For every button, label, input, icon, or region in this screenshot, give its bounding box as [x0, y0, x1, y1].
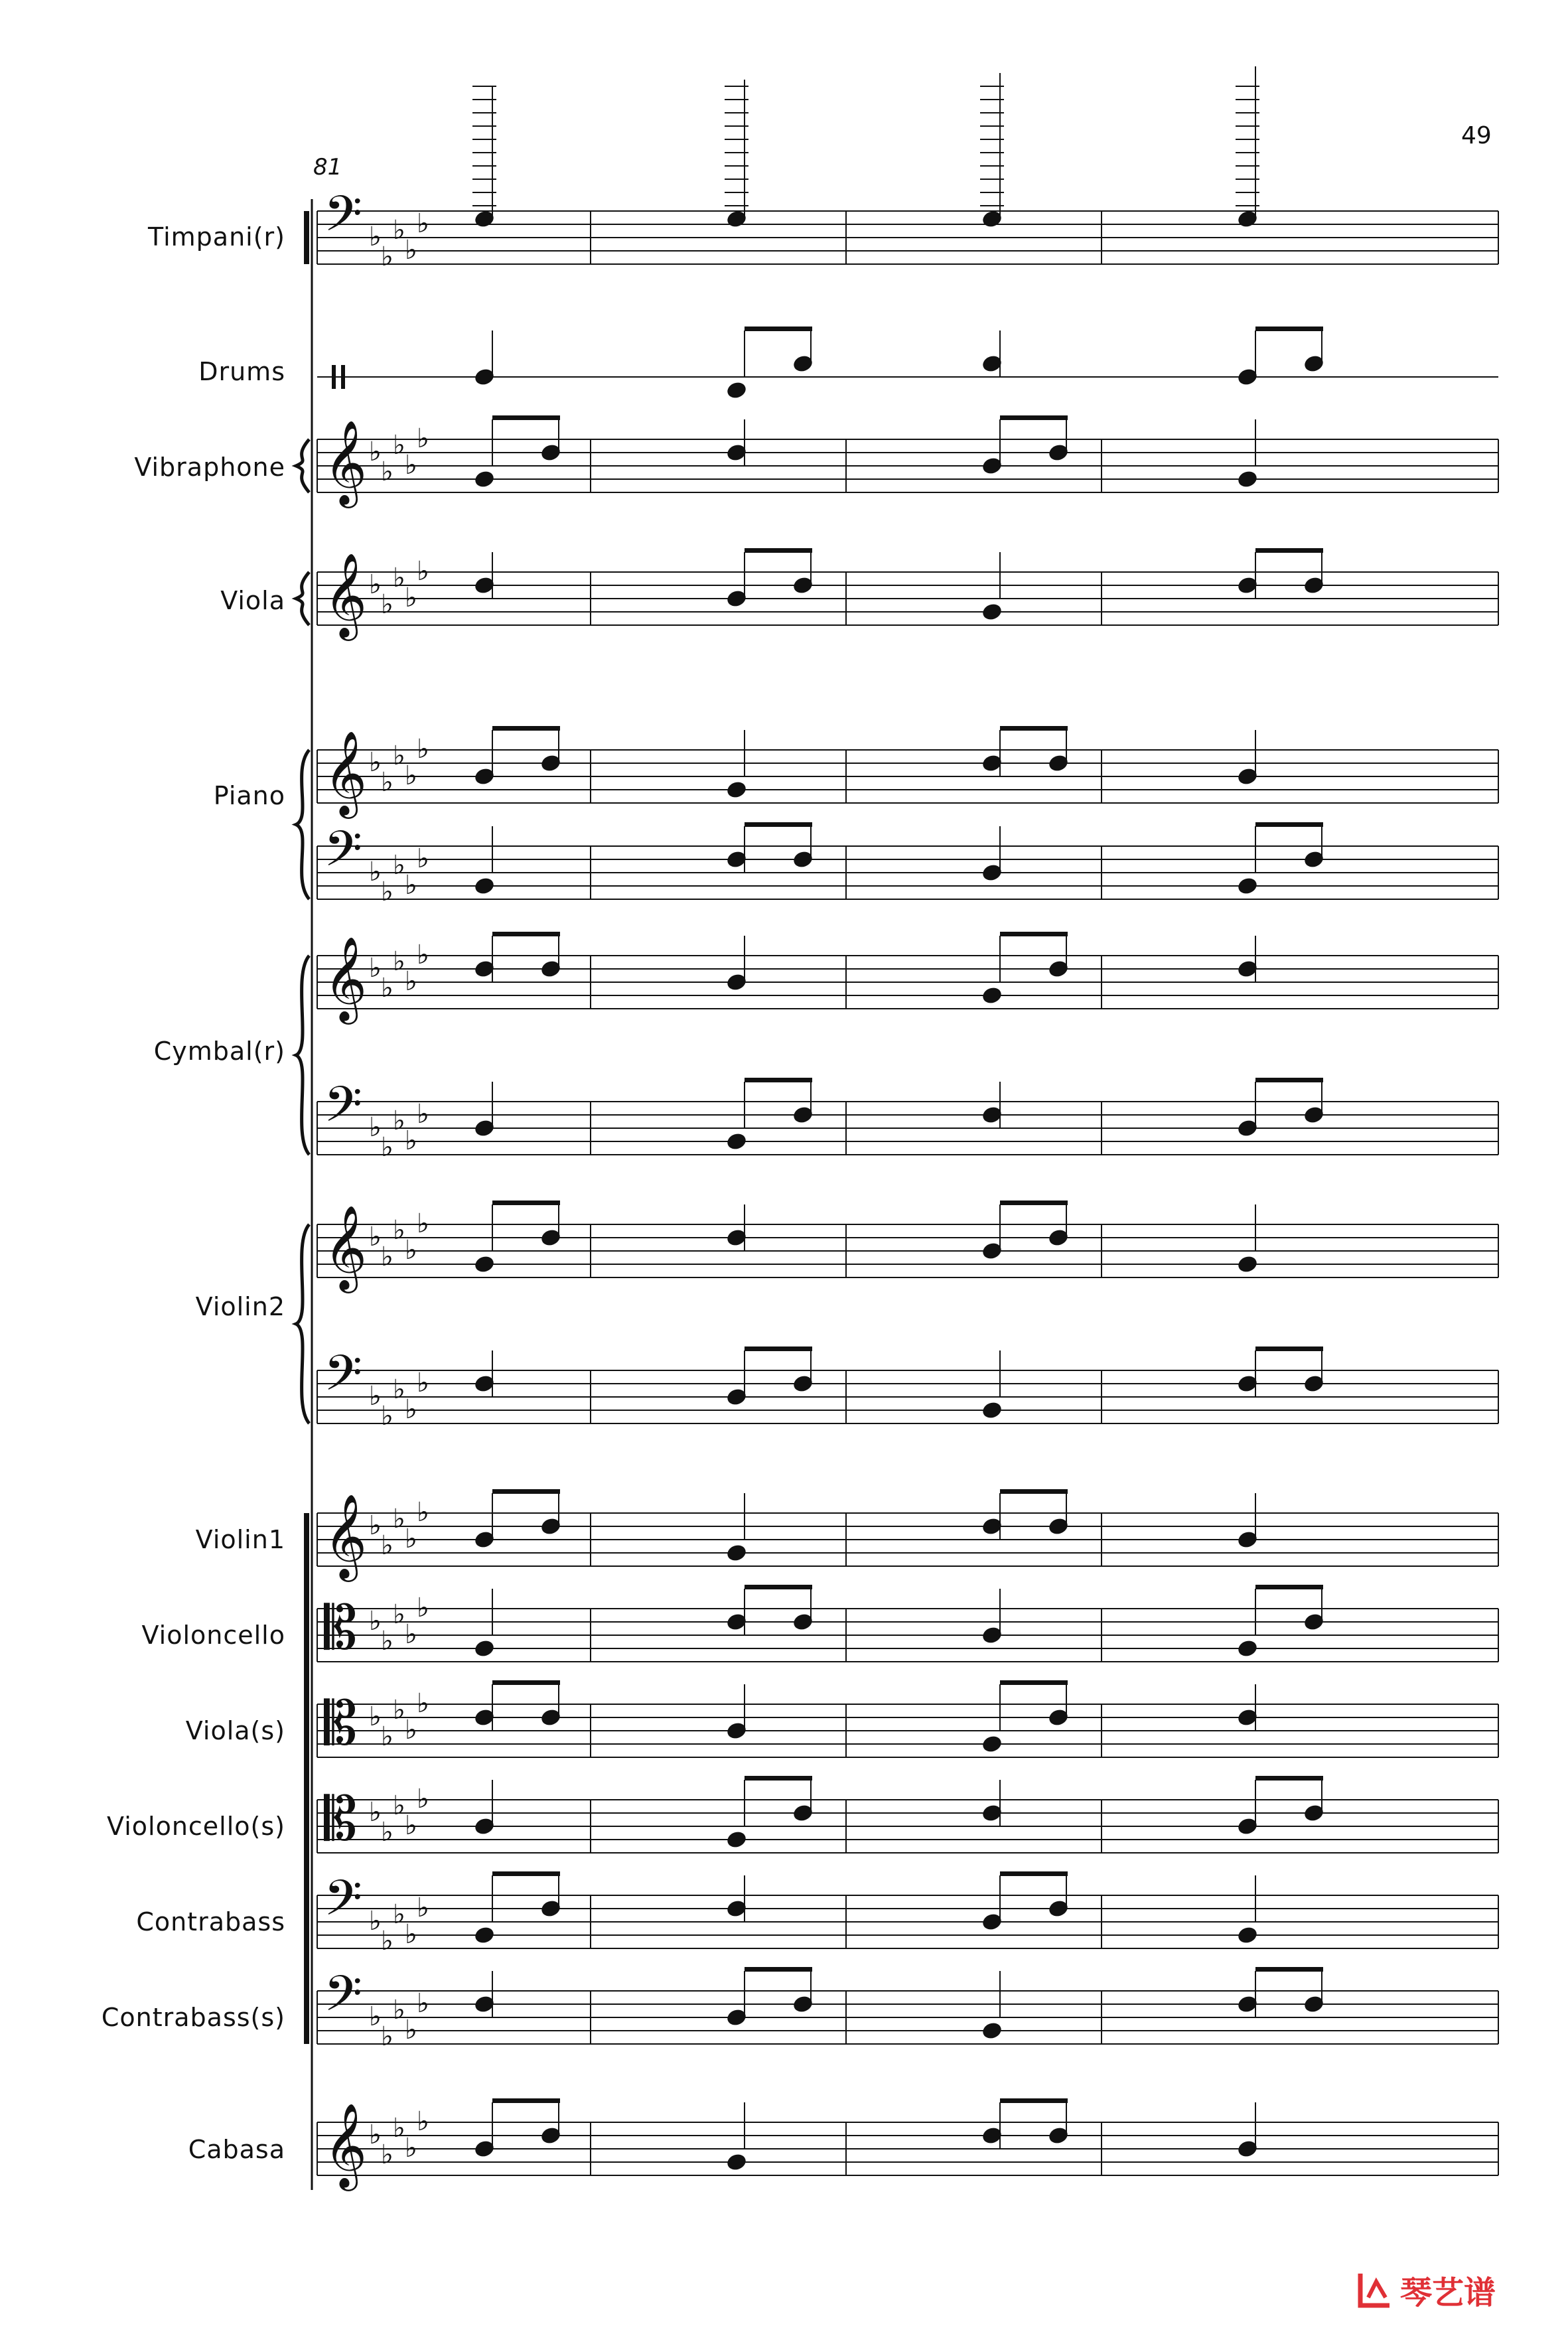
note-head — [981, 2021, 1002, 2040]
flat-icon: ♭ — [381, 1817, 393, 1848]
beam — [1000, 726, 1068, 731]
brace — [296, 956, 309, 1155]
flat-icon: ♭ — [417, 1497, 429, 1528]
note-head — [1303, 1613, 1324, 1631]
note-head — [726, 443, 747, 462]
instrument-label-violoncello: Violoncello — [141, 1621, 285, 1650]
note-head — [540, 1228, 561, 1247]
flat-icon: ♭ — [417, 1688, 429, 1719]
note-head — [981, 1804, 1002, 1822]
bass-clef-icon: 𝄢 — [324, 185, 362, 255]
page-number: 49 — [1461, 122, 1492, 149]
note-head — [1237, 1639, 1257, 1658]
flat-icon: ♭ — [405, 1235, 417, 1266]
instrument-label-vibraphone: Vibraphone — [134, 453, 285, 482]
note-head — [792, 850, 813, 869]
note-head — [1237, 1374, 1257, 1393]
note-head — [1048, 1708, 1068, 1727]
flat-icon: ♭ — [405, 1126, 417, 1156]
beam — [492, 726, 560, 731]
flat-icon: ♭ — [393, 1504, 405, 1534]
note-head — [540, 754, 561, 772]
beam — [1000, 2098, 1068, 2103]
note-head — [792, 1374, 813, 1393]
percussion-clef-icon — [332, 365, 336, 389]
flat-icon: ♭ — [405, 450, 417, 480]
bass-clef-icon: 𝄢 — [324, 1345, 362, 1414]
note-head — [792, 354, 813, 373]
note-head — [1237, 767, 1257, 786]
instrument-label-violoncello-s: Violoncello(s) — [107, 1812, 285, 1841]
note-head — [1048, 1228, 1068, 1247]
note-head — [1048, 1517, 1068, 1536]
note-head — [474, 1639, 494, 1658]
bass-clef-icon: 𝄢 — [324, 820, 362, 890]
percussion-clef-icon — [341, 365, 345, 389]
note-head — [792, 1995, 813, 2013]
beam — [1255, 1776, 1323, 1781]
note-head — [981, 1735, 1002, 1753]
note-head — [1303, 1106, 1324, 1124]
beam — [1000, 1489, 1068, 1494]
flat-icon: ♭ — [393, 1374, 405, 1405]
flat-icon: ♭ — [369, 1112, 382, 1143]
note-head — [792, 1106, 813, 1124]
beam — [745, 1585, 812, 1589]
flat-icon: ♭ — [393, 946, 405, 977]
note-head — [792, 1613, 813, 1631]
bass-clef-icon: 𝄢 — [324, 1965, 362, 2035]
note-head — [981, 1242, 1002, 1260]
watermark-logo — [1354, 2268, 1496, 2311]
note-head — [981, 457, 1002, 475]
note-head — [1303, 354, 1324, 373]
flat-icon: ♭ — [381, 457, 393, 487]
flat-icon: ♭ — [405, 1619, 417, 1650]
flat-icon: ♭ — [393, 1106, 405, 1136]
note-head — [474, 1530, 494, 1549]
beam — [1000, 1200, 1068, 1205]
flat-icon: ♭ — [393, 850, 405, 881]
note-head — [1237, 1926, 1257, 1944]
flat-icon: ♭ — [369, 2120, 382, 2150]
flat-icon: ♭ — [405, 1715, 417, 1745]
beam — [745, 822, 812, 827]
brace — [296, 1224, 309, 1423]
flat-icon: ♭ — [417, 1208, 429, 1239]
brace — [296, 572, 309, 625]
flat-icon: ♭ — [369, 222, 382, 252]
note-head — [1048, 754, 1068, 772]
bass-clef-icon: 𝄢 — [324, 1076, 362, 1145]
flat-icon: ♭ — [369, 1797, 382, 1828]
flat-icon: ♭ — [417, 843, 429, 874]
beam — [1255, 1585, 1323, 1589]
flat-icon: ♭ — [393, 2113, 405, 2144]
instrument-label-viola-s: Viola(s) — [185, 1716, 285, 1745]
note-head — [1237, 1708, 1257, 1727]
treble-clef-icon: 𝄞 — [324, 2102, 368, 2187]
flat-icon: ♭ — [405, 870, 417, 901]
note-head — [726, 1544, 747, 1562]
flat-icon: ♭ — [381, 1926, 393, 1956]
instrument-label-violin2: Violin2 — [195, 1292, 285, 1321]
note-head — [726, 381, 747, 400]
flat-icon: ♭ — [417, 734, 429, 764]
note-head — [1237, 2140, 1257, 2158]
beam — [1255, 822, 1323, 827]
treble-clef-icon: 𝄞 — [324, 552, 368, 637]
flat-icon: ♭ — [381, 1530, 393, 1561]
note-head — [1048, 2126, 1068, 2145]
flat-icon: ♭ — [417, 2106, 429, 2137]
alto-clef-icon: 𝄡 — [324, 1593, 358, 1663]
flat-icon: ♭ — [369, 1510, 382, 1541]
note-head — [1237, 1530, 1257, 1549]
flat-icon: ♭ — [405, 761, 417, 791]
note-head — [726, 2153, 747, 2171]
note-head — [540, 1708, 561, 1727]
instrument-label-contrabass: Contrabass — [136, 1907, 285, 1936]
note-head — [474, 368, 494, 386]
flat-icon: ♭ — [369, 2001, 382, 2032]
note-head — [981, 986, 1002, 1005]
flat-icon: ♭ — [369, 747, 382, 778]
beam — [492, 932, 560, 936]
note-head — [474, 877, 494, 895]
flat-icon: ♭ — [393, 1599, 405, 1630]
treble-clef-icon: 𝄞 — [324, 1204, 368, 1289]
note-head — [1303, 1995, 1324, 2013]
flat-icon: ♭ — [369, 1381, 382, 1412]
note-head — [1237, 470, 1257, 488]
instrument-label-cabasa: Cabasa — [188, 2135, 285, 2164]
instrument-label-timpani: Timpani(r) — [148, 222, 285, 252]
note-head — [540, 1899, 561, 1918]
note-head — [474, 210, 494, 228]
note-head — [981, 1401, 1002, 1419]
note-head — [726, 589, 747, 608]
note-head — [981, 210, 1002, 228]
flat-icon: ♭ — [369, 1222, 382, 1252]
note-head — [1237, 368, 1257, 386]
flat-icon: ♭ — [405, 1524, 417, 1554]
note-head — [726, 1721, 747, 1740]
flat-icon: ♭ — [417, 1099, 429, 1129]
note-head — [981, 1106, 1002, 1124]
note-head — [1303, 850, 1324, 869]
note-head — [1237, 1995, 1257, 2013]
treble-clef-icon: 𝄞 — [324, 730, 368, 815]
note-head — [474, 470, 494, 488]
flat-icon: ♭ — [405, 2133, 417, 2163]
flat-icon: ♭ — [393, 1790, 405, 1821]
beam — [492, 1680, 560, 1685]
instrument-label-piano: Piano — [213, 781, 285, 810]
flat-icon: ♭ — [381, 767, 393, 798]
flat-icon: ♭ — [393, 215, 405, 246]
note-head — [981, 1626, 1002, 1644]
beam — [1255, 327, 1323, 331]
flat-icon: ♭ — [393, 1695, 405, 1725]
flat-icon: ♭ — [417, 1988, 429, 2019]
beam — [1255, 1967, 1323, 1972]
beam — [1255, 1078, 1323, 1082]
note-head — [540, 443, 561, 462]
note-head — [1303, 1804, 1324, 1822]
beam — [492, 1871, 560, 1876]
note-head — [726, 850, 747, 869]
flat-icon: ♭ — [381, 1132, 393, 1163]
note-head — [540, 1517, 561, 1536]
flat-icon: ♭ — [393, 1215, 405, 1246]
treble-clef-icon: 𝄞 — [324, 419, 368, 504]
beam — [492, 2098, 560, 2103]
note-head — [1237, 960, 1257, 978]
note-head — [474, 2140, 494, 2158]
beam — [492, 1200, 560, 1205]
flat-icon: ♭ — [417, 423, 429, 454]
flat-icon: ♭ — [369, 569, 382, 600]
note-head — [474, 1255, 494, 1273]
note-head — [726, 973, 747, 991]
flat-icon: ♭ — [369, 1906, 382, 1936]
flat-icon: ♭ — [405, 1394, 417, 1425]
flat-icon: ♭ — [393, 1899, 405, 1930]
note-head — [981, 754, 1002, 772]
note-head — [726, 1388, 747, 1406]
note-head — [981, 863, 1002, 882]
treble-clef-icon: 𝄞 — [324, 936, 368, 1021]
flat-icon: ♭ — [417, 1593, 429, 1623]
flat-icon: ♭ — [369, 857, 382, 887]
note-head — [726, 1899, 747, 1918]
note-head — [981, 2126, 1002, 2145]
beam — [745, 1967, 812, 1972]
flat-icon: ♭ — [369, 953, 382, 983]
flat-icon: ♭ — [381, 2140, 393, 2170]
flat-icon: ♭ — [405, 1810, 417, 1841]
flat-icon: ♭ — [417, 1893, 429, 1923]
note-head — [726, 210, 747, 228]
note-head — [981, 603, 1002, 621]
beam — [1255, 548, 1323, 553]
note-head — [726, 1830, 747, 1849]
flat-icon: ♭ — [381, 973, 393, 1003]
note-head — [726, 1613, 747, 1631]
instrument-label-viola: Viola — [220, 586, 285, 615]
flat-icon: ♭ — [417, 208, 429, 239]
beam — [745, 1078, 812, 1082]
measure-number: 81 — [313, 154, 342, 181]
note-head — [474, 1374, 494, 1393]
flat-icon: ♭ — [369, 437, 382, 467]
note-head — [1048, 960, 1068, 978]
brace — [296, 439, 309, 492]
note-head — [1237, 1119, 1257, 1137]
note-head — [981, 1913, 1002, 1931]
note-head — [792, 576, 813, 595]
note-head — [1237, 576, 1257, 595]
flat-icon: ♭ — [417, 940, 429, 970]
note-head — [1237, 1255, 1257, 1273]
note-head — [474, 1995, 494, 2013]
bracket — [304, 1513, 309, 2044]
note-head — [1237, 210, 1257, 228]
flat-icon: ♭ — [381, 242, 393, 272]
flat-icon: ♭ — [381, 2021, 393, 2052]
beam — [745, 1776, 812, 1781]
alto-clef-icon: 𝄡 — [324, 1689, 358, 1759]
note-head — [1048, 1899, 1068, 1918]
flat-icon: ♭ — [405, 1919, 417, 1950]
flat-icon: ♭ — [393, 741, 405, 771]
flat-icon: ♭ — [381, 1242, 393, 1272]
note-head — [474, 1817, 494, 1836]
note-head — [981, 1517, 1002, 1536]
beam — [492, 1489, 560, 1494]
note-head — [474, 576, 494, 595]
note-head — [792, 1804, 813, 1822]
note-head — [474, 960, 494, 978]
flat-icon: ♭ — [405, 2015, 417, 2045]
flat-icon: ♭ — [417, 1784, 429, 1814]
flat-icon: ♭ — [405, 966, 417, 997]
flat-icon: ♭ — [381, 1626, 393, 1656]
note-head — [1237, 877, 1257, 895]
note-head — [474, 1119, 494, 1137]
flat-icon: ♭ — [369, 1702, 382, 1732]
note-head — [1237, 1817, 1257, 1836]
note-head — [726, 2008, 747, 2027]
flat-icon: ♭ — [405, 583, 417, 613]
note-head — [1048, 443, 1068, 462]
bass-clef-icon: 𝄢 — [324, 1869, 362, 1939]
note-head — [474, 1926, 494, 1944]
flat-icon: ♭ — [393, 1995, 405, 2025]
note-head — [540, 960, 561, 978]
note-head — [726, 1132, 747, 1151]
beam — [745, 1346, 812, 1351]
bracket — [304, 211, 309, 264]
note-head — [1303, 576, 1324, 595]
flat-icon: ♭ — [381, 877, 393, 907]
flat-icon: ♭ — [381, 1401, 393, 1431]
beam — [745, 327, 812, 331]
flat-icon: ♭ — [381, 1721, 393, 1752]
instrument-label-violin1: Violin1 — [195, 1525, 285, 1554]
note-head — [540, 2126, 561, 2145]
note-head — [474, 767, 494, 786]
watermark-text: 琴艺谱 — [1400, 2274, 1496, 2311]
beam — [1000, 1871, 1068, 1876]
note-head — [474, 1708, 494, 1727]
beam — [1255, 1346, 1323, 1351]
beam — [745, 548, 812, 553]
flat-icon: ♭ — [393, 430, 405, 461]
flat-icon: ♭ — [417, 556, 429, 587]
flat-icon: ♭ — [405, 235, 417, 265]
alto-clef-icon: 𝄡 — [324, 1784, 358, 1854]
note-head — [726, 780, 747, 799]
flat-icon: ♭ — [417, 1368, 429, 1398]
beam — [492, 415, 560, 420]
flat-icon: ♭ — [369, 1606, 382, 1637]
note-head — [981, 354, 1002, 373]
note-head — [1303, 1374, 1324, 1393]
instrument-label-cymbal: Cymbal(r) — [153, 1037, 285, 1066]
instrument-label-drums: Drums — [198, 357, 285, 386]
beam — [1000, 1680, 1068, 1685]
brace — [296, 750, 309, 899]
note-head — [726, 1228, 747, 1247]
instrument-label-contrabass-s: Contrabass(s) — [101, 2003, 285, 2032]
beam — [1000, 415, 1068, 420]
treble-clef-icon: 𝄞 — [324, 1493, 368, 1578]
flat-icon: ♭ — [393, 563, 405, 593]
beam — [1000, 932, 1068, 936]
flat-icon: ♭ — [381, 589, 393, 620]
logo-icon — [1354, 2268, 1396, 2311]
